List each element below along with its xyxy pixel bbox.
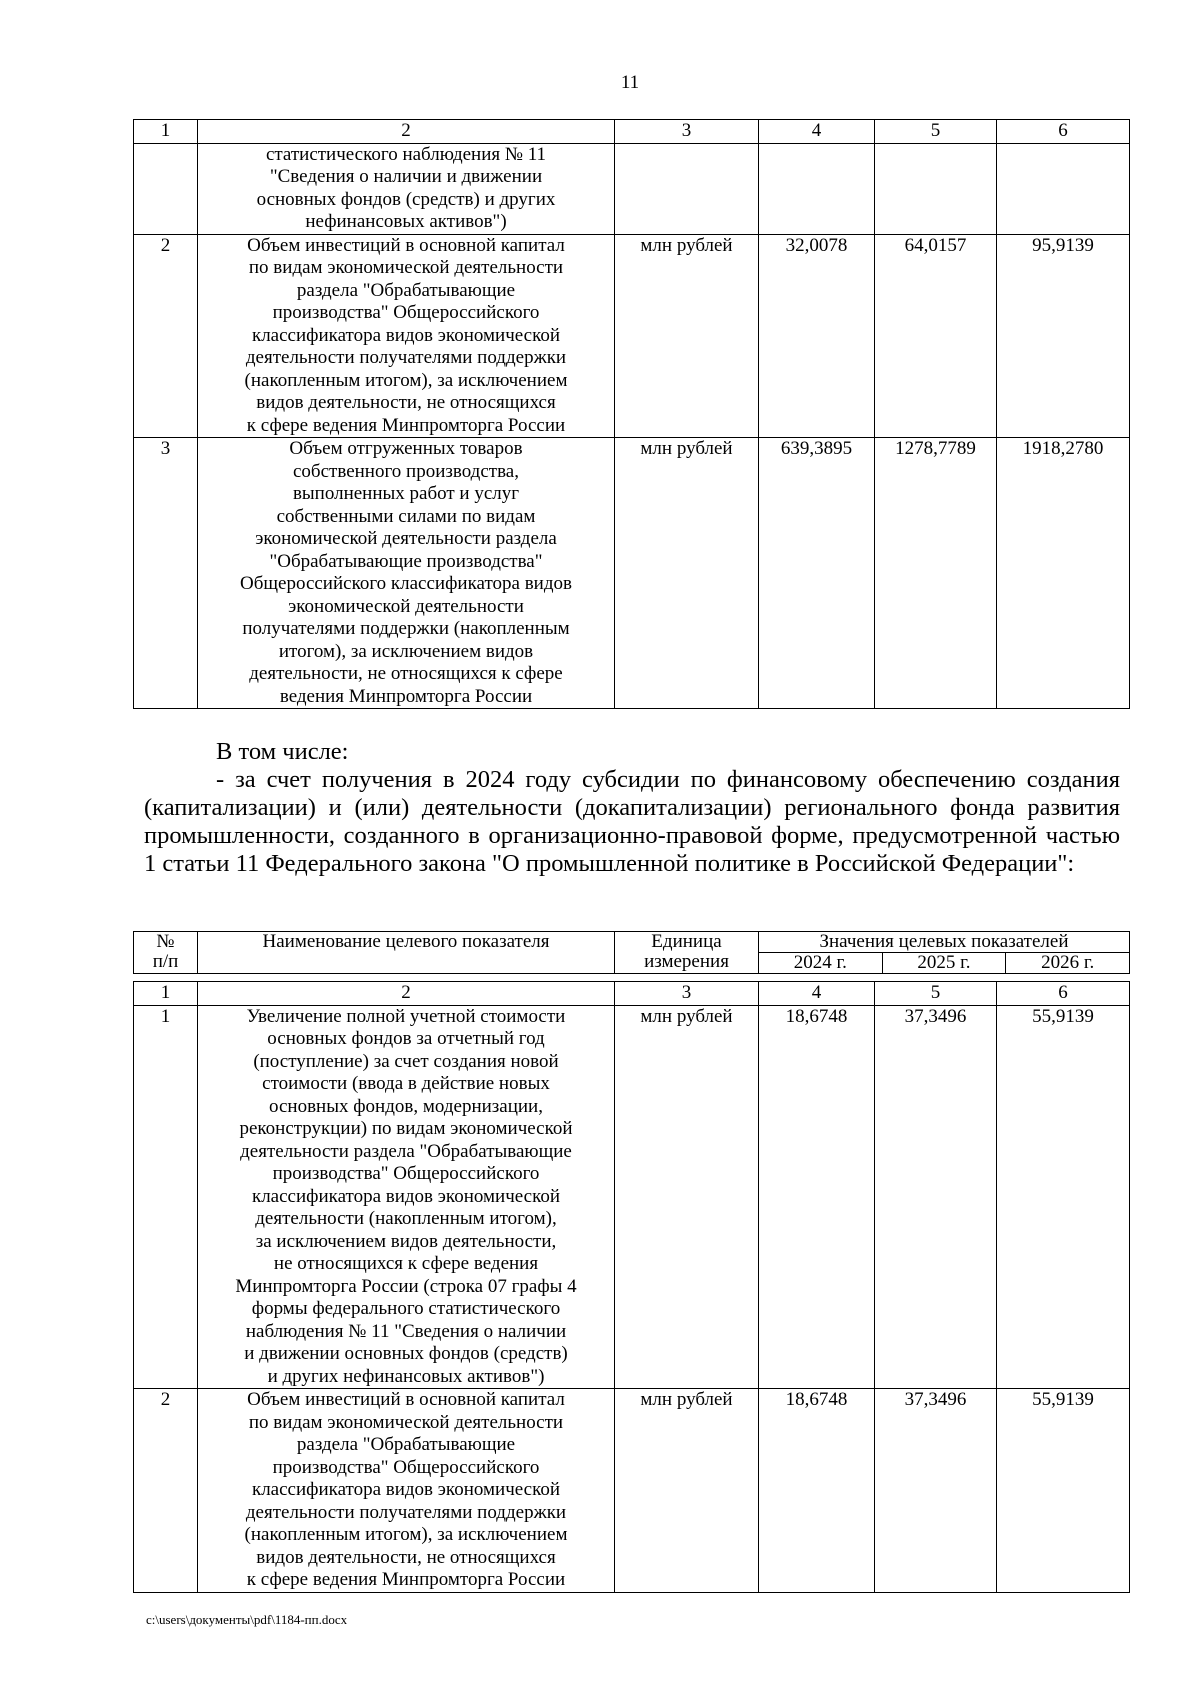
indicator-line: производства" Общероссийского xyxy=(272,1456,540,1478)
indicator-line: деятельности, не относящихся к сфере xyxy=(249,663,563,684)
column-number: 3 xyxy=(615,982,759,1006)
indicator-name xyxy=(198,438,615,709)
column-number: 2 xyxy=(198,982,615,1006)
indicator-line: производства" Общероссийского xyxy=(272,1163,540,1184)
indicator-line: основных фондов за отчетный год xyxy=(267,1028,545,1049)
value-2026: 55,9139 xyxy=(997,1005,1130,1389)
column-number: 3 xyxy=(615,120,759,144)
column-number-row xyxy=(134,120,1130,144)
column-number: 6 xyxy=(997,120,1130,144)
indicator-line: (поступление) за счет создания новой xyxy=(253,1050,559,1072)
indicator-line: Увеличение полной учетной стоимости xyxy=(246,1005,566,1027)
table-row xyxy=(134,234,1130,438)
indicator-line: основных фондов (средств) и других xyxy=(256,188,556,210)
row-number: 2 xyxy=(134,1389,198,1593)
indicator-line: стоимости (ввода в действие новых xyxy=(262,1073,550,1094)
value-2025: 1278,7789 xyxy=(875,438,997,709)
unit-cell: млн рублей xyxy=(615,1005,759,1389)
indicator-line: ведения Минпромторга России xyxy=(279,685,533,707)
unit-cell: млн рублей xyxy=(615,438,759,709)
indicator-line: (накопленным итогом), за исключением xyxy=(244,369,568,391)
indicator-line: классификатора видов экономической xyxy=(251,1185,561,1207)
column-number: 2 xyxy=(198,120,615,144)
column-number: 6 xyxy=(997,982,1130,1006)
value-2025: 37,3496 xyxy=(875,1005,997,1389)
column-number: 1 xyxy=(134,982,198,1006)
column-number: 5 xyxy=(875,982,997,1006)
value-2024: 32,0078 xyxy=(759,234,875,438)
indicator-line: Минпромторга России (строка 07 графы 4 xyxy=(235,1275,577,1297)
header-values: Значения целевых показателей xyxy=(759,932,1130,953)
indicator-line: выполненных работ и услуг xyxy=(292,483,520,504)
indicator-line: реконструкции) по видам экономической xyxy=(239,1118,573,1139)
indicator-line: деятельности получателями поддержки xyxy=(245,347,567,368)
indicator-line: не относящихся к сфере ведения xyxy=(273,1253,539,1274)
indicator-line: итогом), за исключением видов xyxy=(278,640,534,662)
column-number-row xyxy=(134,982,1130,1006)
indicator-line: нефинансовых активов") xyxy=(305,211,507,232)
indicator-line: формы федерального статистического xyxy=(251,1298,561,1319)
indicator-name xyxy=(198,1005,615,1389)
indicator-line: деятельности получателями поддержки xyxy=(245,1501,567,1523)
unit-cell: млн рублей xyxy=(615,234,759,438)
row-number: 2 xyxy=(134,234,198,438)
indicator-name xyxy=(198,1389,615,1593)
header-unit: Единица измерения xyxy=(615,932,759,974)
indicator-line: экономической деятельности раздела xyxy=(255,528,557,549)
indicator-line: за исключением видов деятельности, xyxy=(255,1230,557,1252)
indicator-line: Объем инвестиций в основной капитал xyxy=(247,1389,565,1410)
indicator-line: по видам экономической деятельности xyxy=(248,1411,564,1433)
indicator-line: "Обрабатывающие производства" xyxy=(269,550,543,572)
indicators-table-header xyxy=(133,931,1130,974)
indicator-name xyxy=(198,143,615,234)
indicator-line: видов деятельности, не относящихся xyxy=(256,392,556,413)
table-row xyxy=(134,1005,1130,1389)
file-path-footer: c:\users\документы\pdf\1184-пп.docx xyxy=(146,1612,348,1627)
value-2025: 37,3496 xyxy=(875,1389,997,1593)
header-year-2024: 2024 г. xyxy=(759,953,883,974)
indicator-line: (накопленным итогом), за исключением xyxy=(244,1524,568,1545)
indicator-line: деятельности раздела "Обрабатывающие xyxy=(240,1140,572,1162)
header-num: № п/п xyxy=(134,932,198,974)
indicator-line: собственными силами по видам xyxy=(276,505,536,527)
indicator-line: и движении основных фондов (средств) xyxy=(244,1343,568,1364)
indicator-line: Объем инвестиций в основной капитал xyxy=(247,234,565,256)
table-row xyxy=(134,438,1130,709)
row-number: 3 xyxy=(134,438,198,709)
indicators-table xyxy=(133,981,1130,1593)
column-number: 4 xyxy=(759,120,875,144)
indicator-line: к сфере ведения Минпромторга России xyxy=(246,414,566,436)
value-2025: 64,0157 xyxy=(875,234,997,438)
indicator-line: основных фондов, модернизации, xyxy=(269,1095,543,1117)
indicator-line: производства" Общероссийского xyxy=(272,302,540,323)
indicators-table-continuation xyxy=(133,119,1130,709)
indicator-line: деятельности (накопленным итогом), xyxy=(255,1208,557,1229)
column-number: 5 xyxy=(875,120,997,144)
value-2026: 95,9139 xyxy=(997,234,1130,438)
indicator-line: классификатора видов экономической xyxy=(251,1479,561,1500)
paragraph-subsidy: - за счет получения в 2024 году субсидии по финансовому обеспечению создания (капитализации) и (или) деятельности (докапитализации) регионального фонда развития промышленности, созданного в организационно-правовой форме, предусмотренной частью 1 статьи 11 Федерального закона "О промышленной политике в Российской Федерации": xyxy=(144,766,1120,877)
indicator-line: Общероссийского классификатора видов xyxy=(240,573,572,594)
row-number: 1 xyxy=(134,1005,198,1389)
value-2026: 55,9139 xyxy=(997,1389,1130,1593)
indicator-line: раздела "Обрабатывающие xyxy=(296,279,516,301)
indicator-line: видов деятельности, не относящихся xyxy=(256,1546,556,1568)
table-row xyxy=(134,1389,1130,1593)
indicator-line: собственного производства, xyxy=(293,460,519,482)
indicator-line: по видам экономической деятельности xyxy=(248,257,564,278)
indicator-line: раздела "Обрабатывающие xyxy=(296,1434,516,1455)
indicator-line: экономической деятельности xyxy=(288,595,524,617)
indicator-line: и других нефинансовых активов") xyxy=(267,1365,545,1387)
header-year-2026: 2026 г. xyxy=(1006,953,1130,974)
table-row xyxy=(134,143,1130,234)
indicator-line: статистического наблюдения № 11 xyxy=(265,143,547,165)
indicator-line: Объем отгруженных товаров xyxy=(289,438,523,459)
value-2024: 18,6748 xyxy=(759,1005,875,1389)
paragraph-including: В том числе: xyxy=(216,738,349,765)
value-2024: 639,3895 xyxy=(759,438,875,709)
indicator-line: "Сведения о наличии и движении xyxy=(269,166,543,187)
column-number: 1 xyxy=(134,120,198,144)
indicator-line: наблюдения № 11 "Сведения о наличии xyxy=(245,1320,567,1342)
page-number: 11 xyxy=(620,72,640,93)
unit-cell: млн рублей xyxy=(615,1389,759,1593)
header-year-2025: 2025 г. xyxy=(882,953,1006,974)
column-number: 4 xyxy=(759,982,875,1006)
value-2026: 1918,2780 xyxy=(997,438,1130,709)
indicator-line: получателями поддержки (накопленным xyxy=(242,618,570,639)
indicator-line: к сфере ведения Минпромторга России xyxy=(246,1569,566,1590)
header-name: Наименование целевого показателя xyxy=(198,932,615,974)
indicator-name xyxy=(198,234,615,438)
value-2024: 18,6748 xyxy=(759,1389,875,1593)
indicator-line: классификатора видов экономической xyxy=(251,324,561,346)
